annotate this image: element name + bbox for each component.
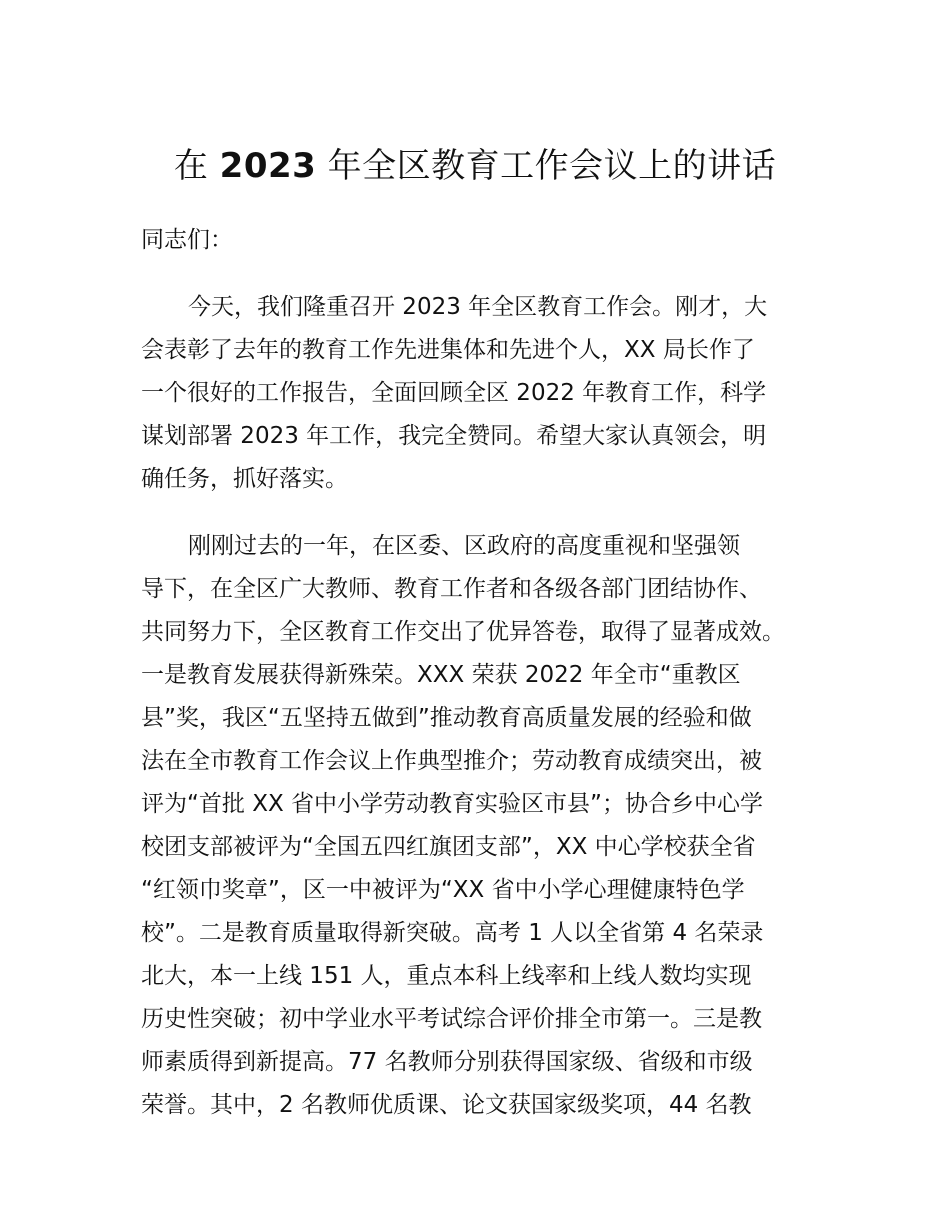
salutation: 同志们： bbox=[141, 227, 233, 253]
paragraph-line: 确任务，抓好落实。 bbox=[141, 466, 348, 492]
paragraph-line: 历史性突破；初中学业水平考试综合评价排全市第一。三是教 bbox=[141, 1006, 762, 1032]
paragraph-line: 共同努力下，全区教育工作交出了优异答卷，取得了显著成效。 bbox=[141, 619, 785, 645]
paragraph-line: 刚刚过去的一年，在区委、区政府的高度重视和坚强领 bbox=[188, 533, 740, 559]
paragraph-line: 导下，在全区广大教师、教育工作者和各级各部门团结协作、 bbox=[141, 576, 762, 602]
paragraph-1 bbox=[141, 286, 831, 501]
paragraph-line: 校”。二是教育质量取得新突破。高考 1 人以全省第 4 名荣录 bbox=[141, 920, 764, 946]
page-title bbox=[0, 142, 950, 190]
paragraph-line: 评为“首批 XX 省中小学劳动教育实验区市县”；协合乡中心学 bbox=[141, 791, 763, 817]
paragraph-line: “红领巾奖章”，区一中被评为“XX 省中小学心理健康特色学 bbox=[141, 877, 745, 903]
speech-body bbox=[141, 219, 831, 1127]
paragraph-line: 县”奖，我区“五坚持五做到”推动教育高质量发展的经验和做 bbox=[141, 705, 752, 731]
paragraph-line: 今天，我们隆重召开 2023 年全区教育工作会。刚才，大 bbox=[188, 294, 768, 320]
paragraph-line: 校团支部被评为“全国五四红旗团支部”，XX 中心学校获全省 bbox=[141, 834, 756, 860]
paragraph-line: 会表彰了去年的教育工作先进集体和先进个人，XX 局长作了 bbox=[141, 337, 755, 363]
paragraph-2 bbox=[141, 525, 831, 1127]
title-prefix: 在 bbox=[173, 146, 220, 186]
paragraph-line: 师素质得到新提高。77 名教师分别获得国家级、省级和市级 bbox=[141, 1049, 753, 1075]
paragraph-line: 荣誉。其中，2 名教师优质课、论文获国家级奖项，44 名教 bbox=[141, 1092, 752, 1118]
paragraph-line: 一是教育发展获得新殊荣。XXX 荣获 2022 年全市“重教区 bbox=[141, 662, 741, 688]
paragraph-line: 北大，本一上线 151 人，重点本科上线率和上线人数均实现 bbox=[141, 963, 752, 989]
paragraph-line: 谋划部署 2023 年工作，我完全赞同。希望大家认真领会，明 bbox=[141, 423, 767, 449]
title-suffix: 年全区教育工作会议上的讲话 bbox=[316, 146, 777, 186]
paragraph-line: 一个很好的工作报告，全面回顾全区 2022 年教育工作，科学 bbox=[141, 380, 767, 406]
title-year: 2023 bbox=[219, 146, 317, 186]
paragraph-line: 法在全市教育工作会议上作典型推介；劳动教育成绩突出，被 bbox=[141, 748, 762, 774]
